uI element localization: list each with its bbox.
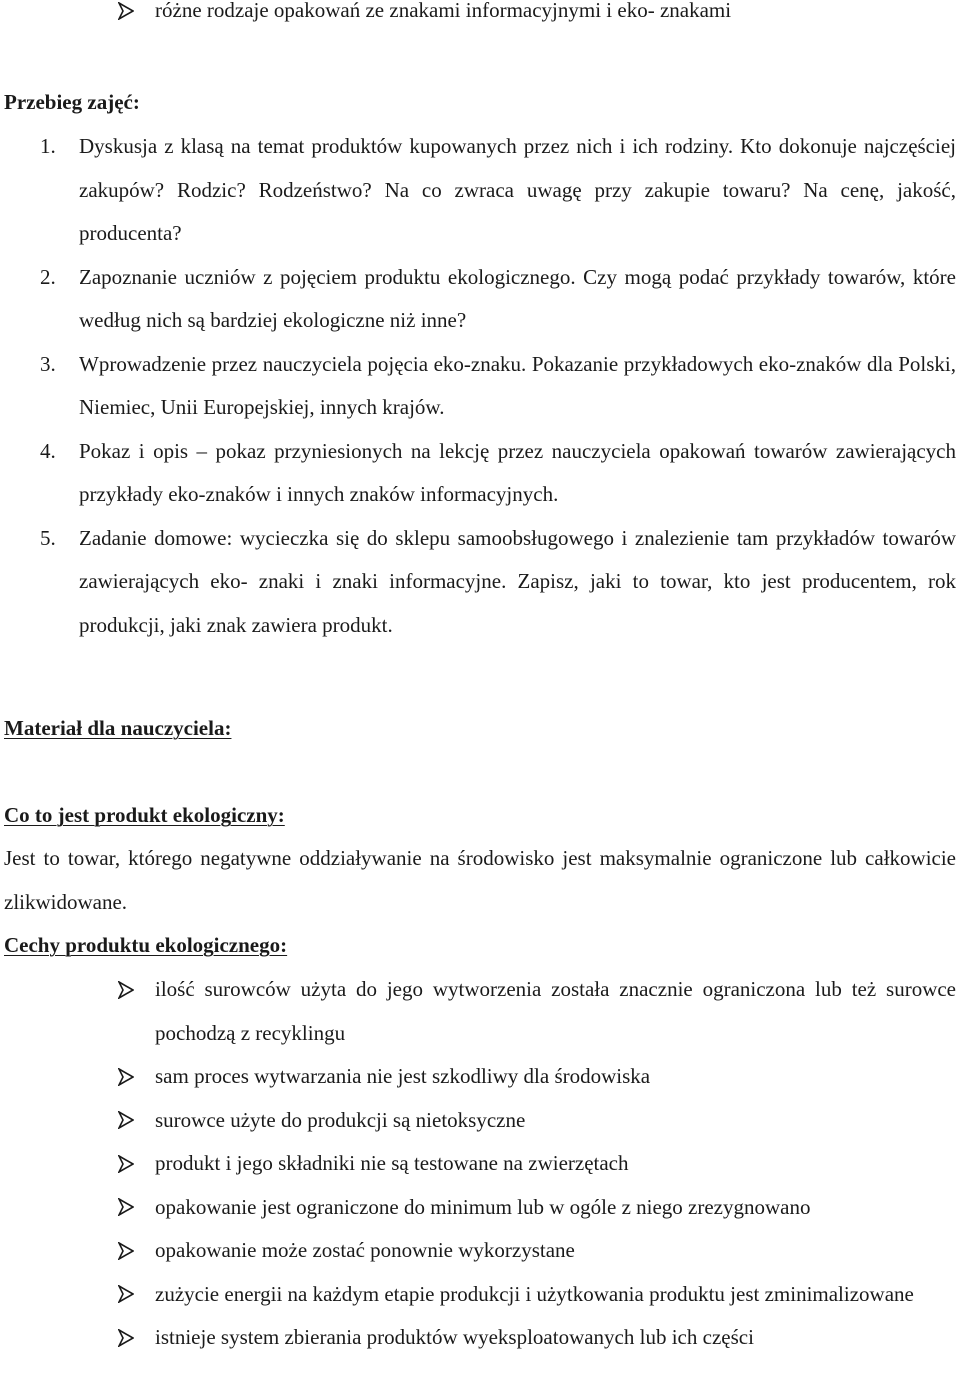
material-heading-text: Materiał dla nauczyciela: xyxy=(4,716,232,740)
step-text: Wprowadzenie przez nauczyciela pojęcia eko-znaku. Pokazanie przykładowych eko-znaków dla Polski, Niemiec, Unii Europejskiej, innych krajów. xyxy=(79,351,956,419)
list-item-text: ilość surowców użyta do jego wytworzenia została znacznie ograniczona lub też surowce pochodzą z recyklingu xyxy=(155,977,956,1045)
list-item-text: opakowanie jest ograniczone do minimum lub w ogóle z niego zrezygnowano xyxy=(155,1194,811,1219)
arrowhead-bullet-icon xyxy=(118,1142,140,1186)
lesson-steps xyxy=(0,125,960,647)
step-item xyxy=(0,256,960,343)
material-heading xyxy=(0,707,231,751)
produkt-heading xyxy=(0,794,285,838)
step-text: Zadanie domowe: wycieczka się do sklepu samoobsługowego i znalezienie tam przykładów towarów zawierających eko- znaki i znaki informacyjne. Zapisz, jaki to towar, kto jest producentem, rok produkcji, jaki znak zawiera produkt. xyxy=(79,525,956,637)
cechy-heading xyxy=(0,924,287,968)
arrowhead-bullet-icon xyxy=(118,1186,140,1230)
list-item-text: produkt i jego składniki nie są testowane na zwierzętach xyxy=(155,1151,629,1175)
list-item xyxy=(0,1316,960,1360)
step-item xyxy=(0,343,960,430)
list-item-text: surowce użyte do produkcji są nietoksyczne xyxy=(155,1107,526,1132)
arrowhead-bullet-icon xyxy=(118,968,140,1012)
list-item xyxy=(0,1273,960,1317)
list-item xyxy=(0,1229,960,1273)
list-item-text: istnieje system zbierania produktów wyeksploatowanych lub ich części xyxy=(155,1325,754,1349)
step-number: 4. xyxy=(40,438,56,463)
list-item xyxy=(0,1186,960,1230)
list-item xyxy=(0,1055,960,1099)
step-number: 5. xyxy=(40,525,56,550)
step-text: Pokaz i opis – pokaz przyniesionych na lekcję przez nauczyciela opakowań towarów zawierających przykłady eko-znaków i innych znaków informacyjnych. xyxy=(79,438,956,506)
step-item xyxy=(0,430,960,517)
list-item-text: zużycie energii na każdym etapie produkcji i użytkowania produktu jest zminimalizowane xyxy=(155,1281,914,1306)
step-text: Dyskusja z klasą na temat produktów kupowanych przez nich i ich rodziny. Kto dokonuje najczęściej zakupów? Rodzic? Rodzeństwo? Na co zwraca uwagę przy zakupie towaru? Na cenę, jakość, producenta? xyxy=(79,134,956,245)
list-item-text: opakowanie może zostać ponownie wykorzystane xyxy=(155,1238,575,1262)
step-number: 1. xyxy=(40,134,56,158)
list-item xyxy=(0,968,960,1055)
list-item xyxy=(0,1142,960,1186)
cechy-heading-text: Cechy produktu ekologicznego: xyxy=(4,933,288,957)
arrowhead-bullet-icon xyxy=(118,1055,140,1099)
produkt-definition: Jest to towar, którego negatywne oddziaływanie na środowisko jest maksymalnie ograniczone lub całkowicie zlikwidowane. xyxy=(4,846,956,914)
step-number: 3. xyxy=(40,351,56,376)
arrowhead-bullet-icon xyxy=(118,1229,140,1273)
arrowhead-bullet-icon xyxy=(118,0,140,33)
step-item xyxy=(0,517,960,648)
arrowhead-bullet-icon xyxy=(118,1273,140,1317)
list-item xyxy=(0,1099,960,1143)
arrowhead-bullet-icon xyxy=(118,1316,140,1360)
materials-list xyxy=(0,0,960,33)
cechy-list xyxy=(0,968,960,1360)
list-item-text: sam proces wytwarzania nie jest szkodliwy dla środowiska xyxy=(155,1064,651,1088)
step-text: Zapoznanie uczniów z pojęciem produktu ekologicznego. Czy mogą podać przykłady towarów, które według nich są bardziej ekologiczne niż inne? xyxy=(79,264,956,332)
przebieg-heading: Przebieg zajęć: xyxy=(4,90,140,114)
list-item xyxy=(0,0,960,33)
arrowhead-bullet-icon xyxy=(118,1099,140,1143)
list-item-text: różne rodzaje opakowań ze znakami informacyjnymi i eko- znakami xyxy=(155,0,732,22)
produkt-heading-text: Co to jest produkt ekologiczny: xyxy=(4,803,285,827)
step-number: 2. xyxy=(40,264,56,289)
step-item xyxy=(0,125,960,256)
